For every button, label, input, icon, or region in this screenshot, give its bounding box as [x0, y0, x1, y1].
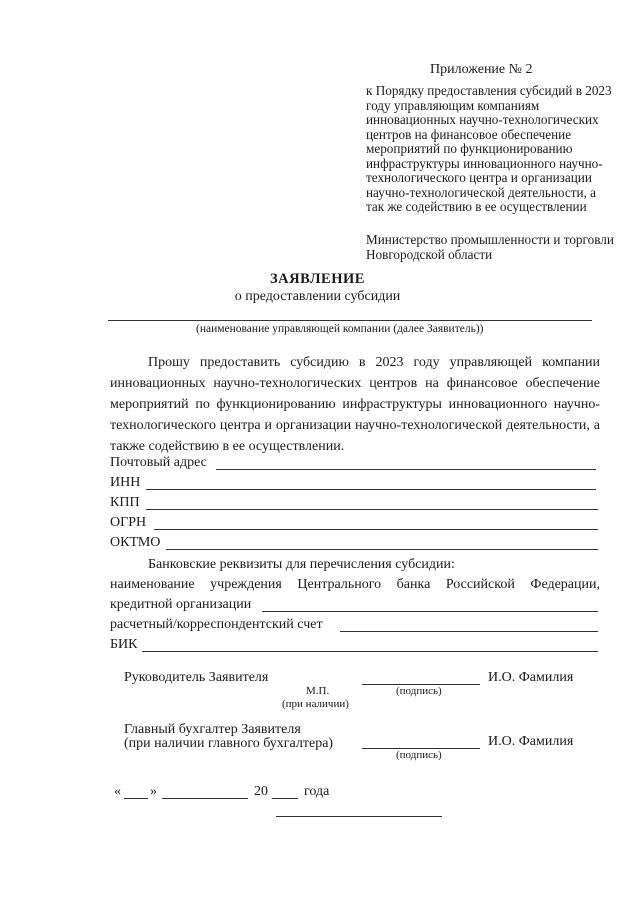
head-label: Руководитель Заявителя: [124, 670, 269, 685]
account-label: расчетный/корреспондентский счет: [110, 617, 323, 632]
appendix-description: к Порядку предоставления субсидий в 2023 году управляющим компаниям инновационных научно-технологических центров на финансовое обеспечение мероприятий по функционированию инфраструктуры инновационного научно-технологического центра и организации научно-технологической деятельности, а так же содействию в ее осуществлении: [366, 83, 612, 214]
document-subtitle: о предоставлении субсидии: [234, 289, 401, 304]
bik-line[interactable]: [142, 651, 598, 652]
date-open-quote: «: [114, 784, 121, 799]
date-close-quote: »: [150, 784, 157, 799]
bottom-signature-line[interactable]: [276, 816, 442, 817]
inn-line[interactable]: [146, 489, 596, 490]
bik-label: БИК: [110, 637, 138, 652]
date-day-line[interactable]: [124, 798, 148, 799]
date-month-line[interactable]: [162, 798, 248, 799]
ogrn-line[interactable]: [154, 529, 598, 530]
accountant-label: Главный бухгалтер Заявителя: [124, 722, 301, 737]
postal-address-line[interactable]: [216, 469, 596, 470]
bank-institution-line2: кредитной организации: [110, 597, 252, 612]
bank-heading: Банковские реквизиты для перечисления субсидии:: [148, 557, 455, 572]
bank-institution-line[interactable]: [262, 611, 598, 612]
request-paragraph: [110, 352, 600, 457]
kpp-line[interactable]: [146, 509, 598, 510]
ogrn-label: ОГРН: [110, 515, 147, 530]
date-year-suffix: года: [304, 784, 330, 799]
accountant-name: И.О. Фамилия: [488, 734, 574, 749]
appendix-title: Приложение № 2: [430, 62, 533, 77]
stamp-label: М.П.: [306, 685, 330, 697]
request-text: Прошу предоставить субсидию в 2023 году управляющей компании инновационных научно-технологических центров на финансовое обеспечение мероприятий по функционированию инфраструктуры инновационного научно-технологического центра и организации научно-технологической деятельности, а также содействию в ее осуществлении.: [110, 355, 600, 454]
stamp-note: (при наличии): [282, 698, 349, 710]
kpp-label: КПП: [110, 495, 140, 510]
head-name: И.О. Фамилия: [488, 670, 574, 685]
signature-caption-2: (подпись): [396, 749, 442, 761]
document-title: ЗАЯВЛЕНИЕ: [270, 271, 365, 287]
signature-caption: (подпись): [396, 685, 442, 697]
applicant-name-line[interactable]: [108, 320, 592, 321]
date-year-line[interactable]: [272, 798, 298, 799]
bank-institution-text: наименование учреждения Центрального банка Российской Федерации,: [110, 577, 600, 592]
account-line[interactable]: [340, 631, 598, 632]
bank-institution-line1: [110, 577, 600, 593]
postal-address-label: Почтовый адрес: [110, 455, 207, 470]
recipient-ministry: Министерство промышленности и торговли Новгородской области: [366, 232, 614, 262]
inn-label: ИНН: [110, 475, 141, 490]
oktmo-line[interactable]: [166, 549, 598, 550]
oktmo-label: ОКТМО: [110, 535, 161, 550]
date-year-prefix: 20: [254, 784, 268, 799]
applicant-name-caption: (наименование управляющей компании (далее Заявитель)): [196, 323, 484, 335]
accountant-note: (при наличии главного бухгалтера): [124, 736, 334, 751]
